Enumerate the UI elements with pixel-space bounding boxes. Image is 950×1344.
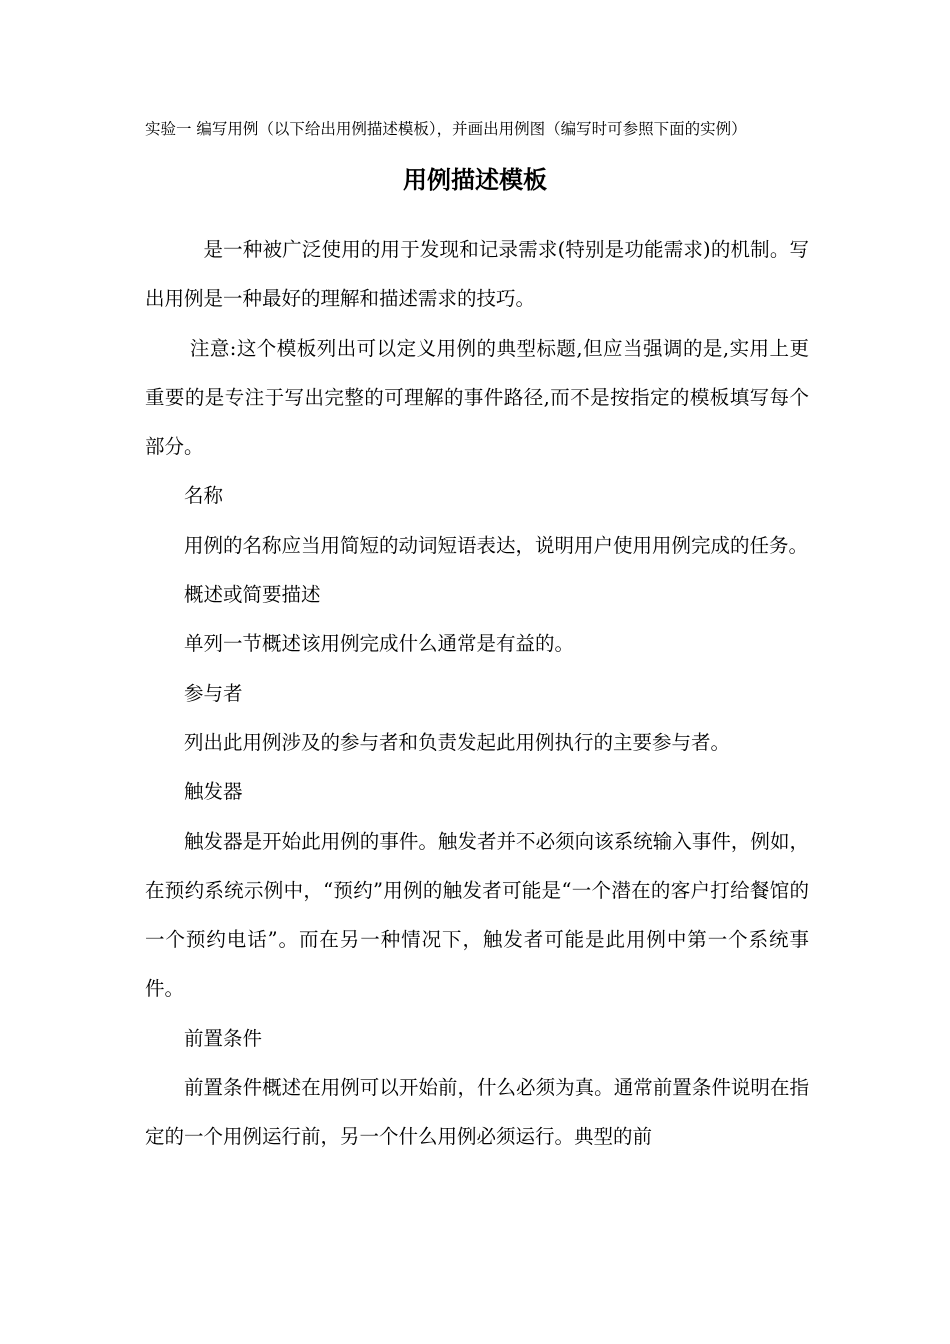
section-text-preconditions: 前置条件概述在用例可以开始前，什么必须为真。通常前置条件说明在指定的一个用例运行前，另一个什么用例必须运行。典型的前: [145, 1076, 809, 1149]
section-heading-preconditions: 前置条件: [184, 1026, 263, 1050]
section-heading-trigger: 触发器: [184, 780, 243, 804]
document-title: 用例描述模板: [403, 166, 547, 194]
document-body: [145, 225, 809, 1162]
intro-paragraph: 是一种被广泛使用的用于发现和记录需求(特别是功能需求)的机制。写出用例是一种最好的理解和描述需求的技巧。: [145, 238, 809, 311]
section-text-trigger: 触发器是开始此用例的事件。触发者并不必须向该系统输入事件，例如，在预约系统示例中，“预约”用例的触发者可能是“一个潜在的客户打给餐馆的一个预约电话”。而在另一种情况下，触发者可能是此用例中第一个系统事件。: [145, 829, 809, 1001]
section-heading-name: 名称: [184, 484, 224, 508]
section-text-name: 用例的名称应当用简短的动词短语表达，说明用户使用用例完成的任务。: [184, 533, 809, 557]
section-heading-actors: 参与者: [184, 681, 243, 705]
note-paragraph: 注意:这个模板列出可以定义用例的典型标题,但应当强调的是,实用上更重要的是专注于写出完整的可理解的事件路径,而不是按指定的模板填写每个部分。: [145, 336, 809, 459]
section-heading-overview: 概述或简要描述: [184, 583, 321, 607]
section-text-overview: 单列一节概述该用例完成什么通常是有益的。: [184, 632, 575, 656]
section-text-actors: 列出此用例涉及的参与者和负责发起此用例执行的主要参与者。: [184, 730, 731, 754]
assignment-instruction: 实验一 编写用例（以下给出用例描述模板），并画出用例图（编写时可参照下面的实例）: [145, 120, 747, 138]
